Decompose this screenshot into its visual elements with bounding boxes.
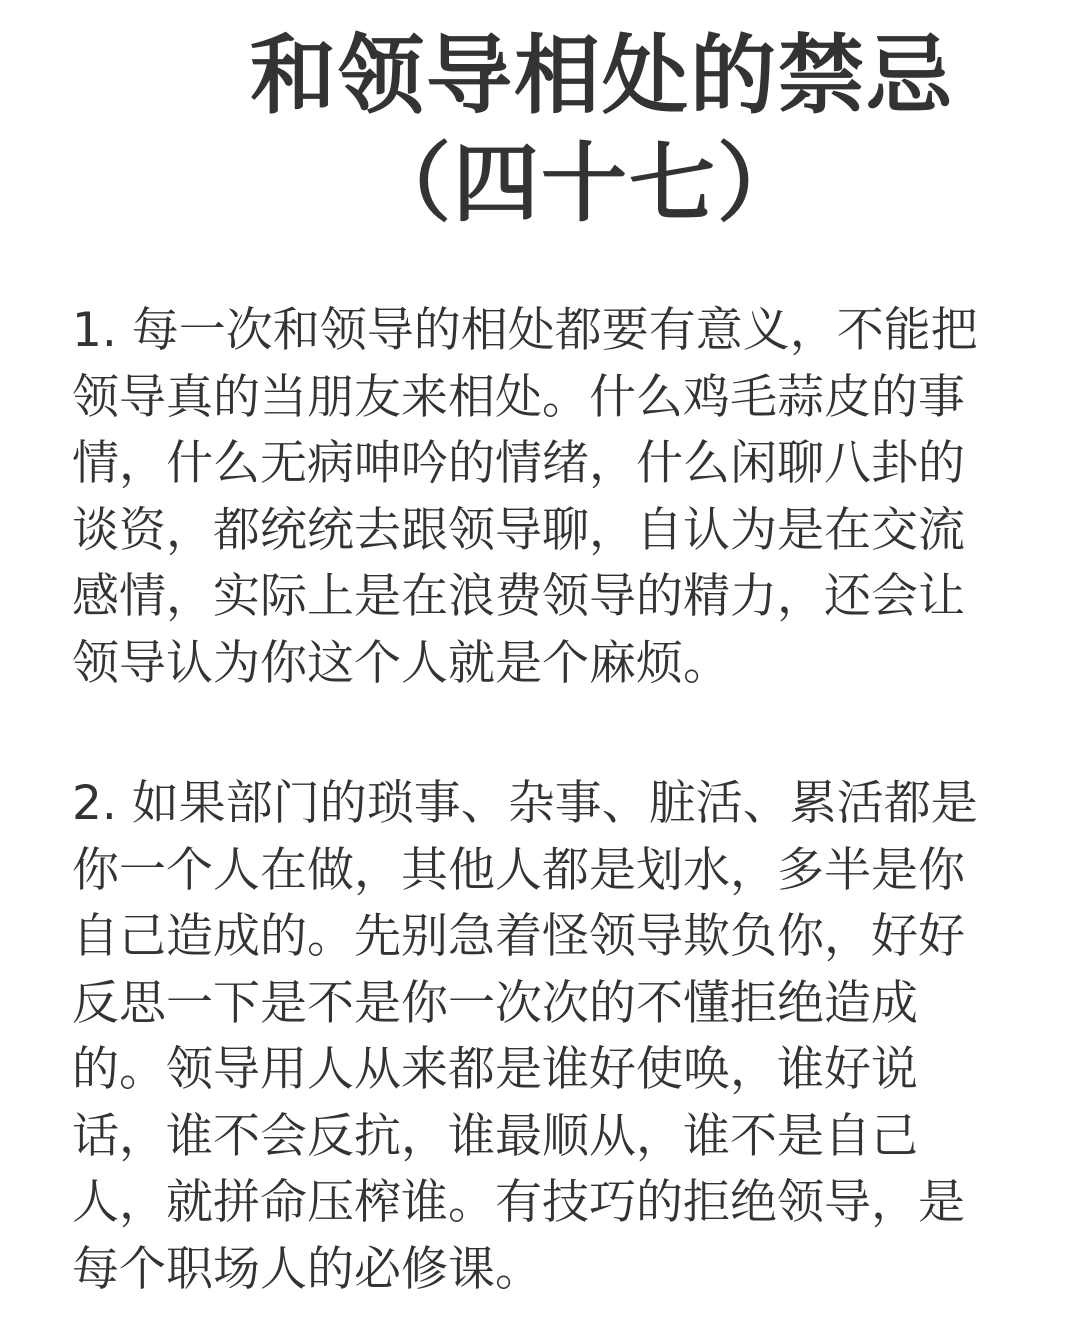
paragraph-line: 的。领导用人从来都是谁好使唤，谁好说 [72,1042,918,1097]
paragraph-line: 自己造成的。先别急着怪领导欺负你，好好 [72,909,965,964]
paragraph-line: 2. 如果部门的琐事、杂事、脏活、累活都是 [72,776,978,831]
paragraph-line: 反思一下是不是你一次次的不懂拒绝造成 [72,975,918,1031]
paragraph-line: 感情，实际上是在浪费领导的精力，还会让 [72,569,965,624]
paragraph-line: 1. 每一次和领导的相处都要有意义，不能把 [72,303,978,358]
paragraph-line: 谈资，都统统去跟领导聊，自认为是在交流 [72,502,965,558]
paragraph-1 [72,298,1032,697]
paragraph-line: 人，就拼命压榨谁。有技巧的拒绝领导，是 [72,1175,965,1230]
paragraph-line: 领导认为你这个人就是个麻烦。 [72,635,730,691]
paragraph-line: 领导真的当朋友来相处。什么鸡毛蒜皮的事 [72,369,965,425]
paragraph-2 [72,771,1032,1303]
paragraph-line: 情，什么无病呻吟的情绪，什么闲聊八卦的 [72,436,965,491]
paragraph-line: 每个职场人的必修课。 [72,1241,542,1297]
title-line-1: 和领导相处的禁忌 [250,26,954,126]
paragraph-line: 你一个人在做，其他人都是划水，多半是你 [72,842,965,898]
page-title [0,22,1080,238]
paragraph-line: 话，谁不会反抗，谁最顺从，谁不是自己 [72,1108,918,1164]
title-line-2: （四十七） [365,134,805,234]
